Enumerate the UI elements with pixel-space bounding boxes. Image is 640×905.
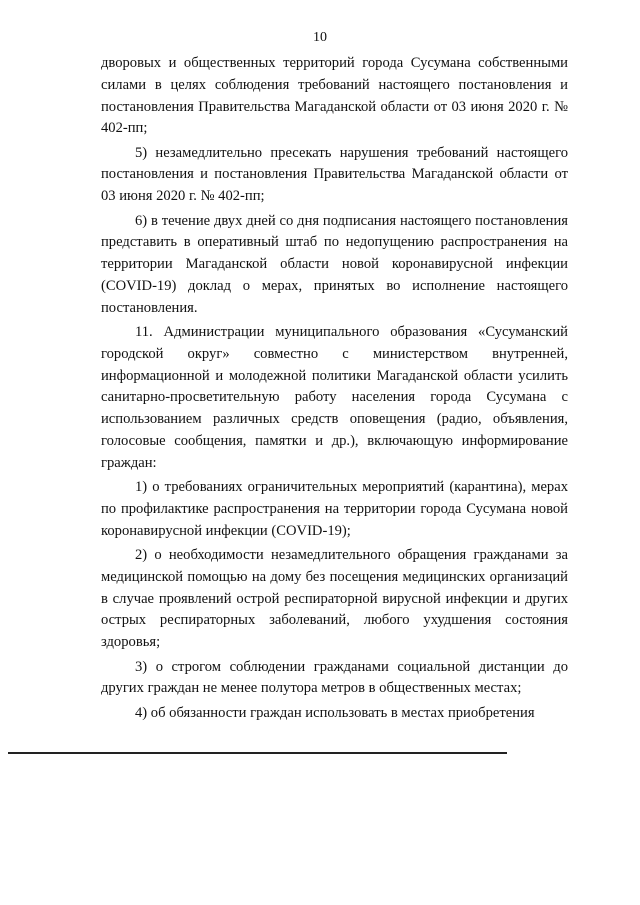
footer-divider xyxy=(8,752,507,754)
paragraph-item-5: 5) незамедлительно пресекать нарушения требований настоящего постановления и постановления Правительства Магаданской области от 03 июня 2020 г. № 402-пп; xyxy=(101,144,568,205)
paragraph-subitem-1: 1) о требованиях ограничительных мероприятий (карантина), мерах по профилактике распространения на территории города Сусумана новой коронавирусной инфекции (COVID-19); xyxy=(101,479,568,539)
paragraph-subitem-3: 3) о строгом соблюдении гражданами социальной дистанции до других граждан не менее полутора метров в общественных местах; xyxy=(101,658,568,697)
paragraph-continuation: дворовых и общественных территорий города Сусумана собственными силами в целях соблюдения требований настоящего постановления и постановления Правительства Магаданской области от 03 июня 2020 г. № 402-пп; xyxy=(101,55,568,137)
page-number: 10 xyxy=(313,30,327,45)
paragraph-item-6: 6) в течение двух дней со дня подписания настоящего постановления представить в оперативный штаб по недопущению распространения на территории Магаданской области новой коронавирусной инфекции (COVID-19) доклад о мерах, принятых во исполнение настоящего постановления. xyxy=(101,212,568,316)
document-body xyxy=(101,53,568,727)
paragraph-section-11: 11. Администрации муниципального образования «Сусуманский городской округ» совместно с министерством внутренней, информационной и молодежной политики Магаданской области усилить санитарно-просветительную работу населения города Сусумана с использованием различных средств оповещения (радио, объявления, голосовые сообщения, памятки и др.), включающую информирование граждан: xyxy=(101,324,568,471)
paragraph-subitem-2: 2) о необходимости незамедлительного обращения гражданами за медицинской помощью на дому без посещения медицинских организаций в случае проявлений острой респираторной вирусной инфекции и других острых респираторных заболеваний, любого ухудшения состояния здоровья; xyxy=(101,547,568,651)
paragraph-subitem-4: 4) об обязанности граждан использовать в местах приобретения xyxy=(135,704,535,721)
